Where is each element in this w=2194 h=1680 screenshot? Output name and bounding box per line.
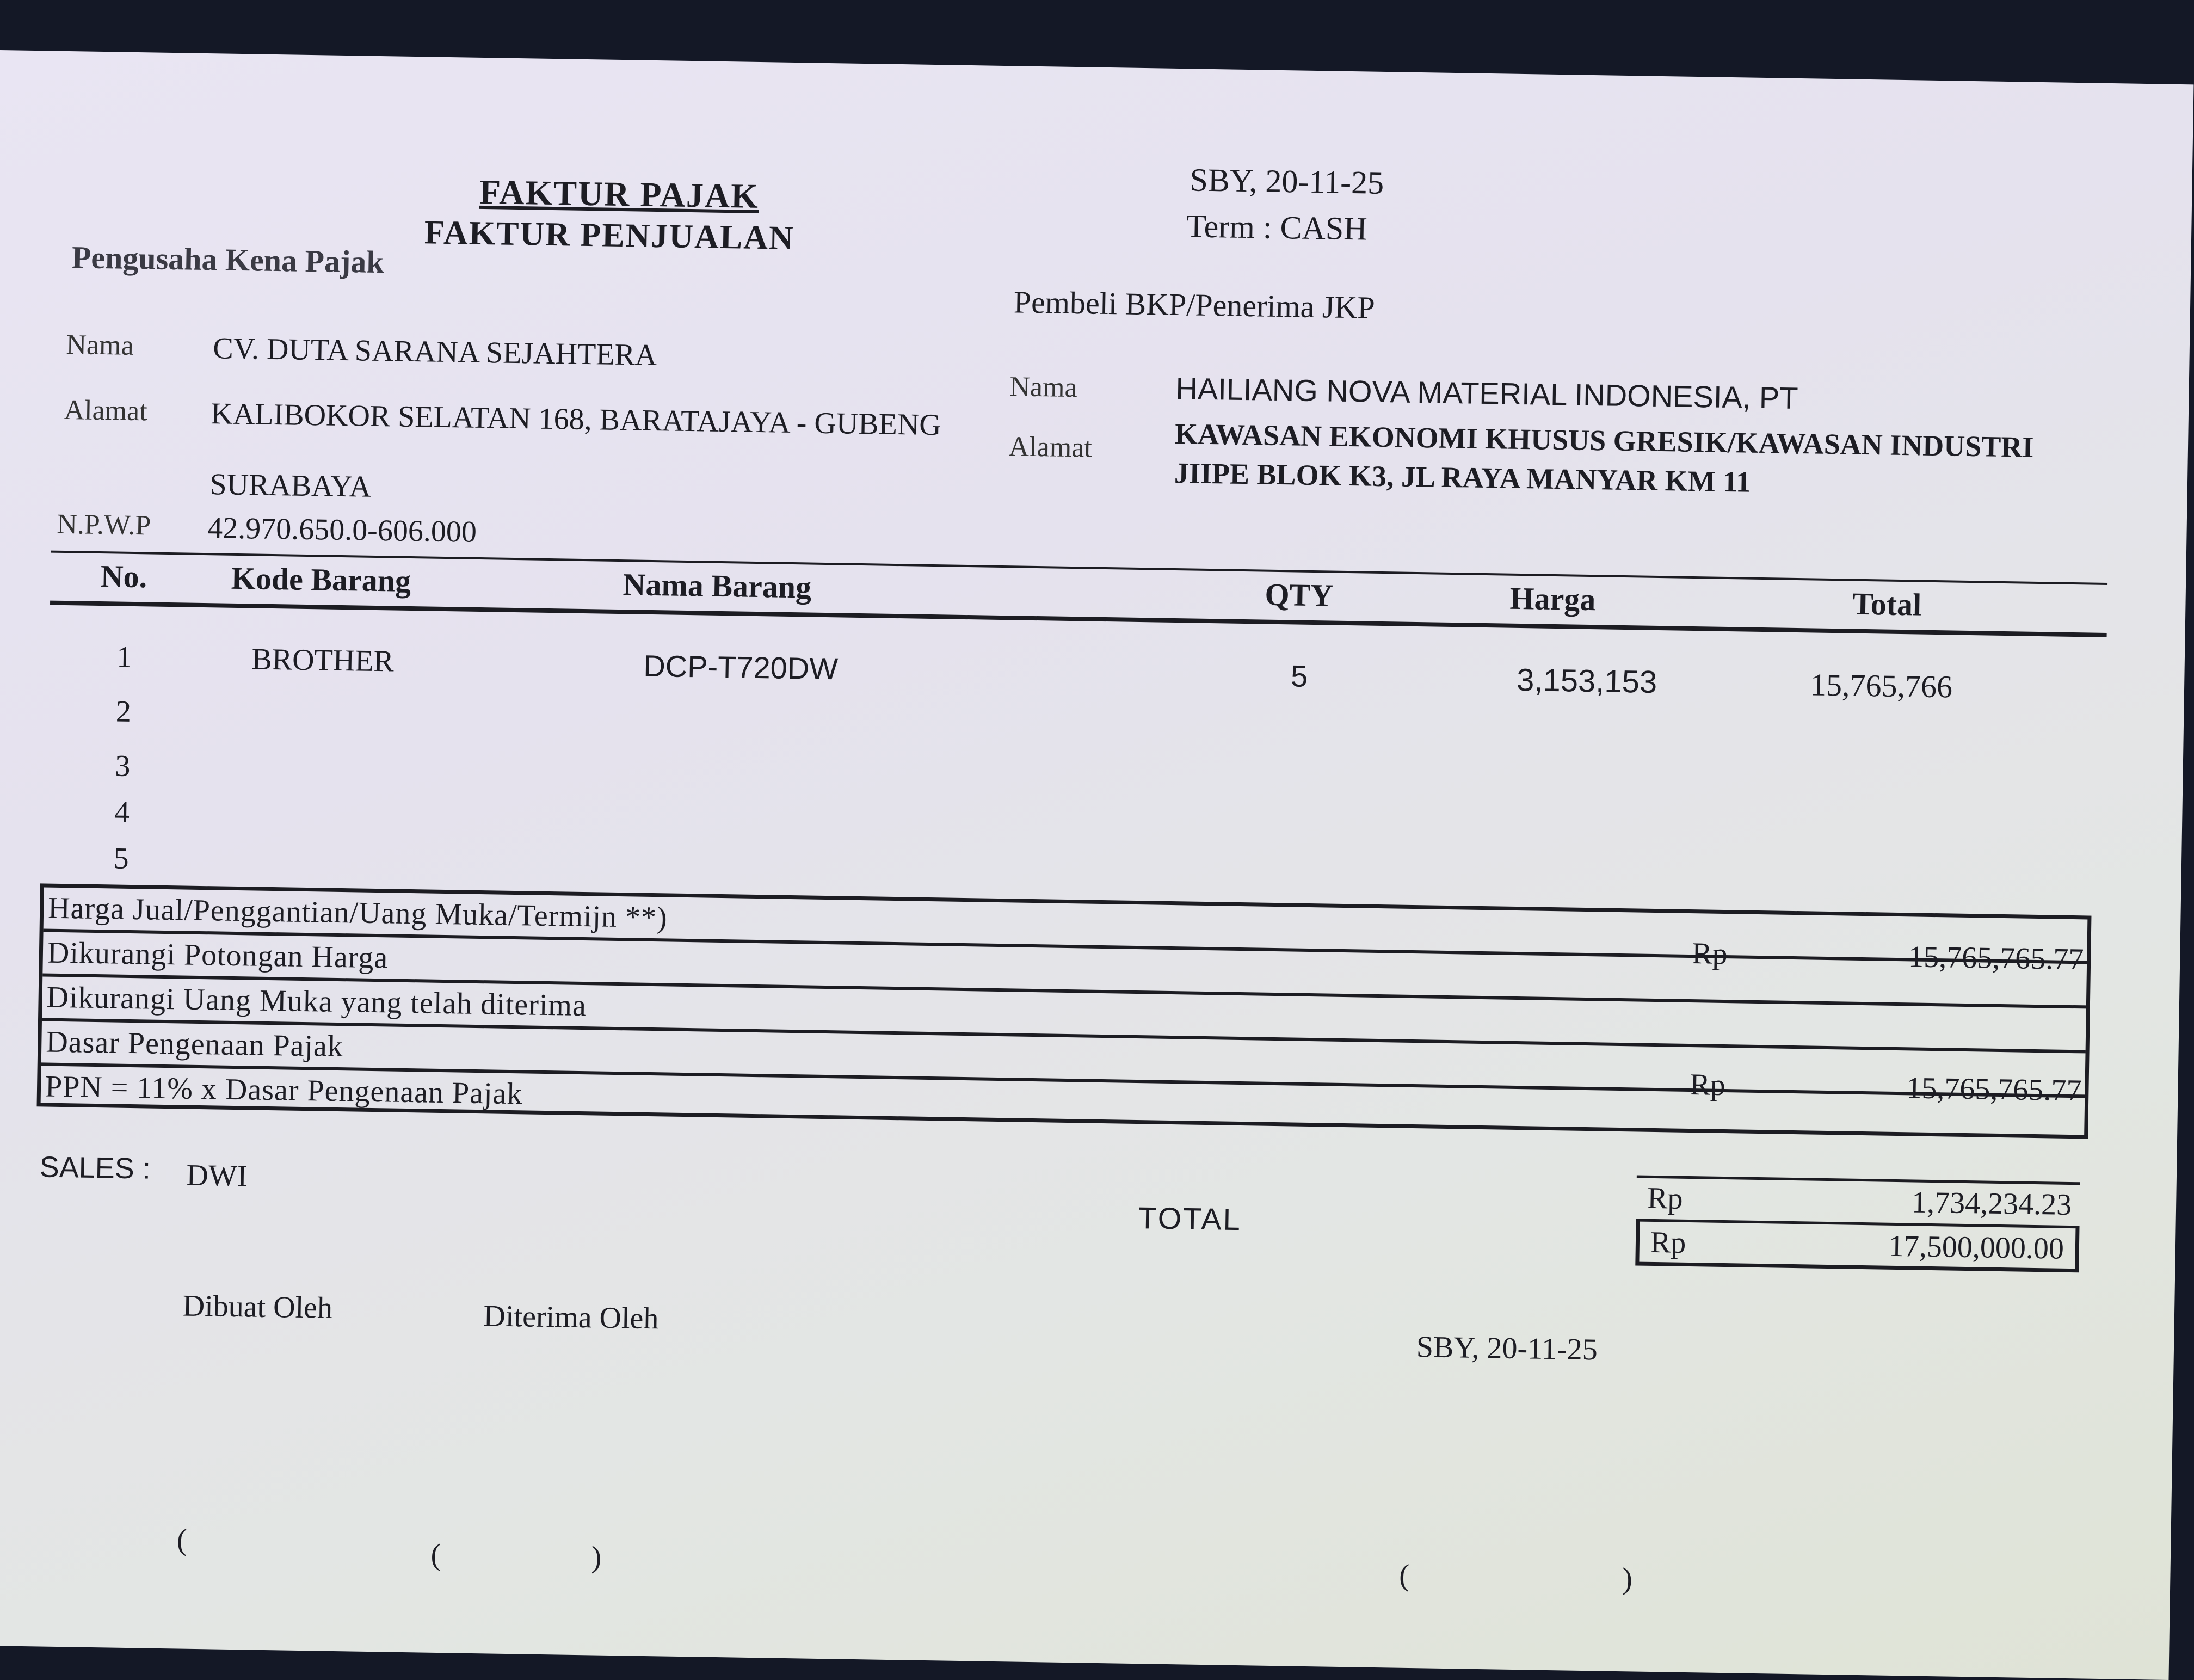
- total-box: [1635, 1219, 2079, 1272]
- buyer-name-label: Nama: [1009, 371, 1078, 404]
- sales-label: SALES :: [39, 1150, 151, 1185]
- row-no: 3: [114, 749, 131, 783]
- table-header-rule: [50, 601, 2107, 637]
- col-header-kode: Kode Barang: [231, 560, 411, 599]
- currency-label: Rp: [1691, 937, 1728, 971]
- dibuat-oleh-label: Dibuat Oleh: [182, 1289, 333, 1325]
- row-total: 15,765,766: [1810, 667, 1953, 705]
- buyer-address-label: Alamat: [1008, 431, 1093, 464]
- currency-label: Rp: [1650, 1225, 1686, 1260]
- signature-paren-open: (: [176, 1523, 188, 1557]
- signature-paren-close: ): [1622, 1562, 1633, 1596]
- row-no: 1: [116, 640, 132, 674]
- row-no: 4: [114, 795, 130, 829]
- harga-jual-amount: 15,765,765.77: [1908, 940, 2084, 977]
- ppn-amount: 1,734,234.23: [1911, 1185, 2072, 1222]
- seller-address-label: Alamat: [64, 394, 148, 427]
- row-nama: DCP-T720DW: [643, 648, 839, 686]
- buyer-name: HAILIANG NOVA MATERIAL INDONESIA, PT: [1175, 371, 1798, 415]
- col-header-qty: QTY: [1265, 576, 1334, 613]
- row-no: 2: [115, 694, 132, 729]
- buyer-address-line1: KAWASAN EKONOMI KHUSUS GRESIK/KAWASAN INDUSTRI: [1174, 417, 2034, 464]
- row-kode: BROTHER: [251, 642, 395, 679]
- document-title: FAKTUR PAJAK: [479, 172, 760, 216]
- seller-name-label: Nama: [66, 329, 134, 361]
- row-qty: 5: [1290, 659, 1308, 693]
- signature-paren-open: (: [1398, 1558, 1410, 1593]
- col-header-no: No.: [100, 558, 147, 595]
- total-label: TOTAL: [1138, 1201, 1242, 1237]
- seller-npwp: 42.970.650.0-606.000: [207, 511, 477, 549]
- invoice-sheet: [0, 50, 2194, 1680]
- seller-name: CV. DUTA SARANA SEJAHTERA: [212, 331, 657, 373]
- summary-label: Dikurangi Potongan Harga: [47, 936, 389, 975]
- currency-label: Rp: [1647, 1181, 1684, 1216]
- total-amount: 17,500,000.00: [1888, 1229, 2064, 1266]
- currency-label: Rp: [1690, 1068, 1726, 1103]
- summary-label: PPN = 11% x Dasar Pengenaan Pajak: [45, 1069, 523, 1111]
- seller-address-line1: KALIBOKOR SELATAN 168, BARATAJAYA - GUBENG: [211, 397, 942, 442]
- buyer-address-line2: JIIPE BLOK K3, JL RAYA MANYAR KM 11: [1174, 456, 1751, 499]
- dasar-pengenaan-amount: 15,765,765.77: [1906, 1071, 2082, 1108]
- invoice-date: SBY, 20-11-25: [1190, 162, 1384, 201]
- row-no: 5: [113, 841, 130, 876]
- seller-section-label: Pengusaha Kena Pajak: [71, 239, 385, 280]
- col-header-nama: Nama Barang: [623, 567, 812, 605]
- diterima-oleh-label: Diterima Oleh: [483, 1299, 659, 1336]
- ppn-amount-rule: [1637, 1176, 2080, 1185]
- buyer-section-label: Pembeli BKP/Penerima JKP: [1013, 284, 1376, 325]
- row-harga: 3,153,153: [1516, 662, 1657, 700]
- seller-npwp-label: N.P.W.P: [56, 508, 151, 541]
- footer-date: SBY, 20-11-25: [1416, 1330, 1598, 1367]
- summary-label: Harga Jual/Penggantian/Uang Muka/Termijn **): [47, 891, 668, 935]
- signature-paren-open: (: [430, 1537, 441, 1572]
- document-subtitle: FAKTUR PENJUALAN: [424, 214, 795, 257]
- col-header-total: Total: [1852, 586, 1922, 623]
- summary-box: [37, 883, 2092, 1139]
- sales-name: DWI: [186, 1158, 248, 1193]
- payment-term: Term : CASH: [1186, 208, 1368, 247]
- col-header-harga: Harga: [1509, 580, 1596, 618]
- summary-label: Dikurangi Uang Muka yang telah diterima: [46, 980, 587, 1023]
- seller-address-line2: SURABAYA: [209, 467, 372, 504]
- signature-paren-close: ): [591, 1540, 602, 1574]
- summary-label: Dasar Pengenaan Pajak: [45, 1025, 344, 1064]
